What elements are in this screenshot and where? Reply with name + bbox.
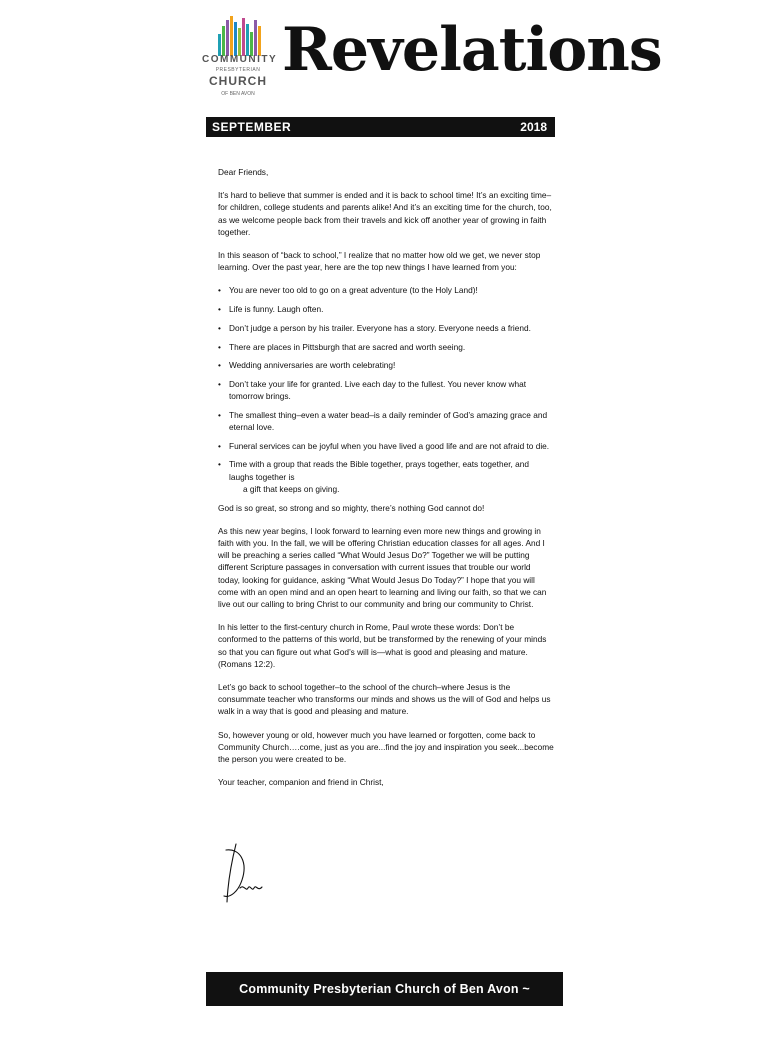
- logo-bars-icon: [218, 16, 262, 56]
- logo-bar: [242, 18, 245, 56]
- signature-icon: [218, 840, 268, 910]
- list-item: • There are places in Pittsburgh that are sacred and worth seeing.: [218, 341, 554, 353]
- logo-bar: [226, 20, 229, 56]
- date-banner: [206, 117, 555, 137]
- logo-bar: [222, 26, 225, 56]
- list-item: [218, 458, 554, 495]
- list-item: • Wedding anniversaries are worth celebrating!: [218, 359, 554, 371]
- paragraph-2: In this season of “back to school,” I realize that no matter how old we get, we never stop learning. Over the past year, here are the top new things I have learned from you:: [218, 250, 541, 273]
- logo-presbyterian: PRESBYTERIAN: [215, 67, 261, 73]
- greeting: Dear Friends,: [218, 167, 269, 177]
- lessons-list: [218, 284, 554, 495]
- logo-church: CHURCH: [209, 74, 267, 88]
- paragraph-4: In his letter to the first-century church in Rome, Paul wrote these words: Don’t be conformed to the patterns of this world, but be transformed by the renewing of your minds so that you can figure out what God’s will is—what is good and pleasing and mature. (Romans 12:2).: [218, 622, 547, 669]
- logo-bar: [254, 20, 257, 56]
- paragraph-3: As this new year begins, I look forward to learning even more new things and growing in faith with you. In the fall, we will be offering Christian education classes for all ages. And I will be preaching a series called “What Would Jesus Do?” Together we will be putting different Scripture passages in conversation with current issues that trouble our world today, looking for guidance, asking “What Would Jesus Do Today?” I hope that you will come with an open mind and an open heart to learning and living our faith, so that we can live out our calling to bring Christ to our community and bring our community to Christ.: [218, 525, 547, 609]
- logo-bar: [238, 28, 241, 56]
- list-item-text: Time with a group that reads the Bible together, prays together, eats together, and laughs together is: [229, 459, 529, 482]
- newsletter-title: Revelations: [282, 15, 662, 85]
- logo-bar: [234, 22, 237, 56]
- logo-bar: [230, 16, 233, 56]
- list-item: • You are never too old to go on a great adventure (to the Holy Land)!: [218, 284, 554, 296]
- logo-bar: [250, 32, 253, 56]
- church-logo: [202, 16, 278, 106]
- banner-year: 2018: [520, 120, 547, 134]
- list-item: • Funeral services can be joyful when you have lived a good life and are not afraid to die.: [218, 440, 554, 452]
- logo-bar: [218, 34, 221, 56]
- footer-banner: Community Presbyterian Church of Ben Avon ~ Pittsburgh, PA 15202: [206, 972, 563, 1006]
- banner-month: SEPTEMBER: [212, 120, 292, 134]
- paragraph-1: It’s hard to believe that summer is ended and it is back to school time! It’s an exciting time–for children, college students and parents alike! And it’s an exciting time for the church, too, as we welcome people back from their travels and kick off another year of growing in faith together.: [218, 190, 552, 237]
- logo-ben-avon: OF BEN AVON: [221, 91, 255, 97]
- logo-bar: [258, 26, 261, 56]
- paragraph-6: So, however young or old, however much you have learned or forgotten, come back to Community Church….come, just as you are...find the joy and inspiration you seek...become the person you were created to be.: [218, 729, 554, 765]
- closing-line: God is so great, so strong and so mighty, there’s nothing God cannot do!: [218, 502, 485, 513]
- list-item: • Don’t take your life for granted. Live each day to the fullest. You never know what tomorrow brings.: [218, 378, 554, 402]
- list-item-continuation: a gift that keeps on giving.: [243, 483, 340, 494]
- signoff: Your teacher, companion and friend in Christ,: [218, 777, 384, 788]
- list-item: • The smallest thing–even a water bead–is a daily reminder of God’s amazing grace and eternal love.: [218, 409, 554, 433]
- list-item: • Life is funny. Laugh often.: [218, 303, 554, 315]
- letter-body: [218, 166, 554, 799]
- logo-community: COMMUNITY: [202, 54, 278, 65]
- logo-bar: [246, 24, 249, 56]
- paragraph-5: Let’s go back to school together–to the school of the church–where Jesus is the consummate teacher who transforms our minds and shows us the will of God and helps us walk in a way that is good and pleasing and mature.: [218, 682, 551, 717]
- list-item: • Don’t judge a person by his trailer. Everyone has a story. Everyone needs a friend.: [218, 322, 554, 334]
